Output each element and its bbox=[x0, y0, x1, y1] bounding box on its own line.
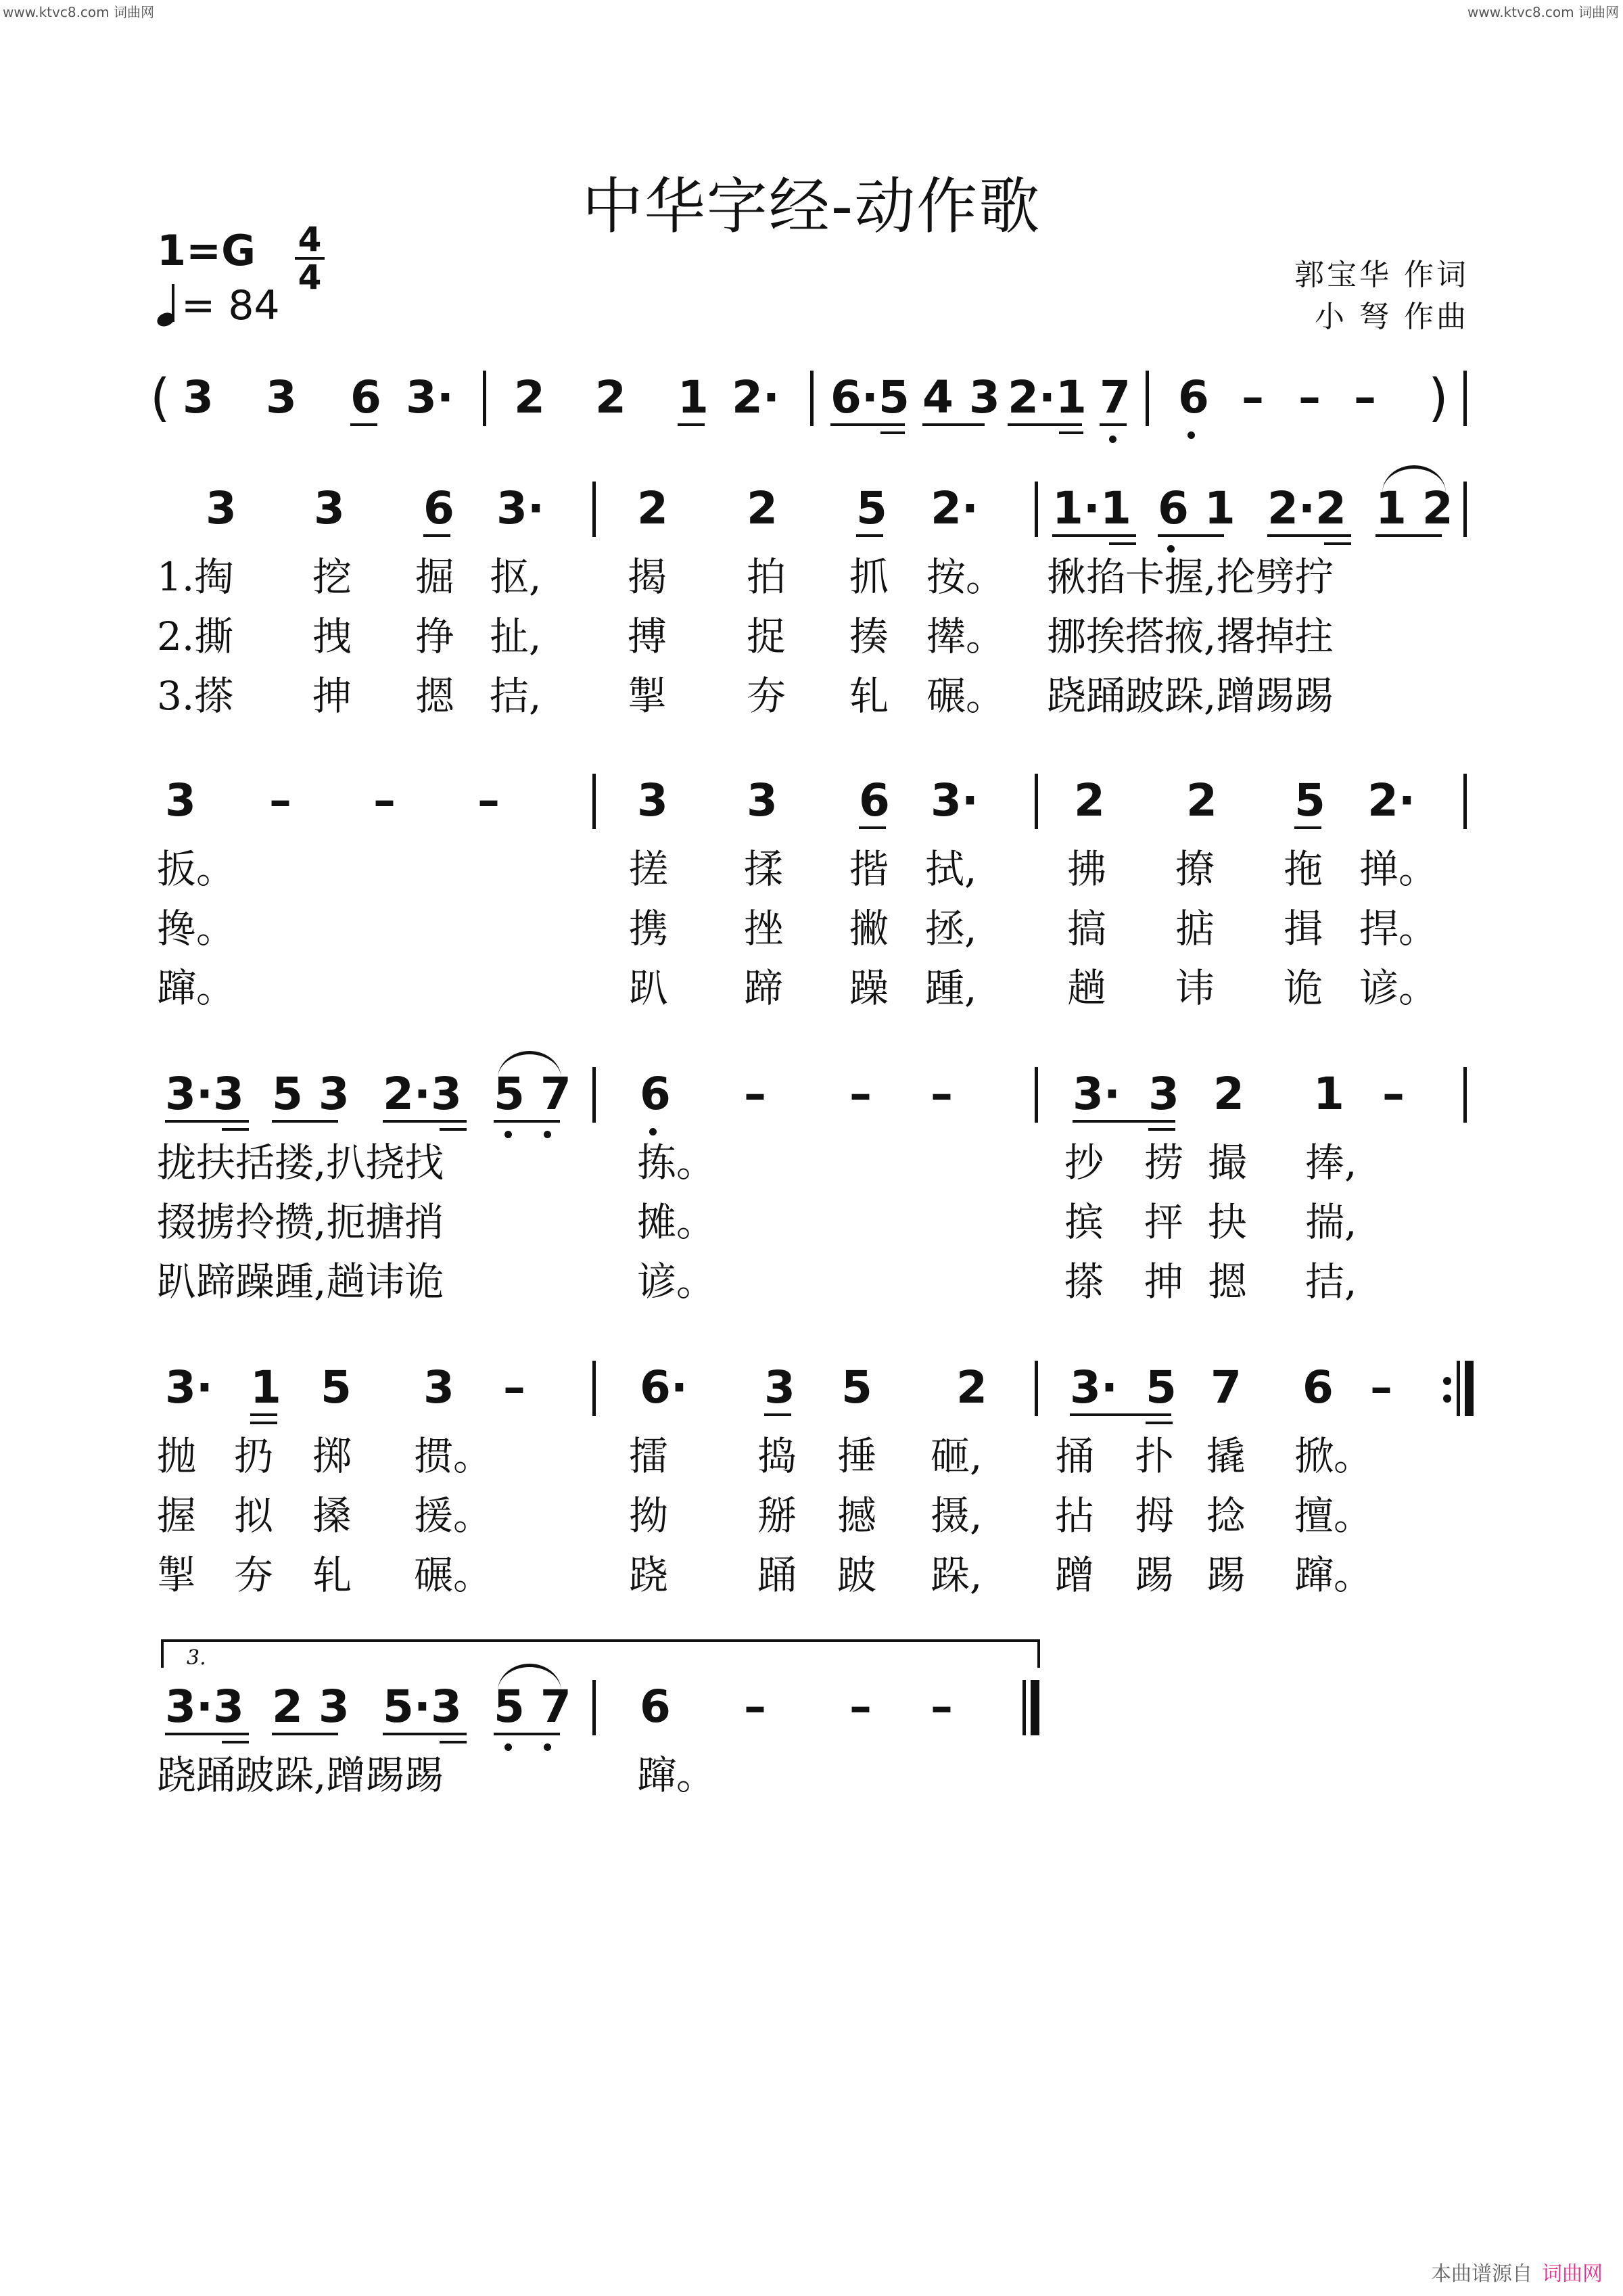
underline bbox=[1052, 534, 1136, 537]
lyric: 撬 bbox=[1206, 1433, 1246, 1479]
lyric: 掣 bbox=[157, 1552, 197, 1598]
note: 3 bbox=[183, 371, 214, 423]
lyric: 捅 bbox=[1055, 1433, 1095, 1479]
note: 3· bbox=[1070, 1361, 1118, 1413]
dash: – bbox=[1242, 371, 1264, 423]
lyric: 蹭 bbox=[1055, 1552, 1095, 1598]
lyric: 携 bbox=[629, 906, 669, 952]
note: 3·3 bbox=[165, 1068, 244, 1120]
lyric: 揩 bbox=[849, 846, 889, 892]
barline bbox=[592, 482, 596, 537]
lyric: 踢 bbox=[1135, 1552, 1175, 1598]
volta-bracket bbox=[161, 1639, 1040, 1668]
lyric: 轧 bbox=[849, 673, 889, 719]
note: 1 bbox=[678, 371, 709, 423]
lyric: 讳 bbox=[1175, 965, 1215, 1011]
low-octave-dot bbox=[504, 1743, 512, 1751]
underline bbox=[383, 1120, 467, 1123]
lyric: 抻 bbox=[312, 673, 352, 719]
note: 2 bbox=[1213, 1068, 1244, 1120]
lyric: 搓 bbox=[629, 846, 669, 892]
lyric: 掀。 bbox=[1294, 1433, 1373, 1479]
note: 6 bbox=[859, 774, 890, 826]
lyric: 抨 bbox=[1144, 1199, 1184, 1245]
barline bbox=[1146, 371, 1149, 426]
note: 3· bbox=[406, 371, 454, 423]
underline bbox=[440, 1128, 467, 1131]
note: 6 bbox=[350, 371, 381, 423]
dash: – bbox=[269, 774, 291, 826]
note: 3· bbox=[496, 482, 544, 534]
note: 5 bbox=[1294, 774, 1325, 826]
note: 5 7 bbox=[494, 1681, 571, 1733]
underline bbox=[165, 1733, 249, 1735]
barline bbox=[1035, 482, 1038, 537]
note: 2 bbox=[747, 482, 778, 534]
note: 3· bbox=[1073, 1068, 1121, 1120]
dash: – bbox=[1370, 1361, 1392, 1413]
lyric: 拟 bbox=[234, 1493, 274, 1539]
lyric: 抛 bbox=[157, 1433, 197, 1479]
lyric: 跷踊跛跺,蹭踢踢 bbox=[1047, 673, 1334, 719]
dash: – bbox=[744, 1681, 766, 1733]
lyric: 撮 bbox=[1208, 1140, 1248, 1186]
low-octave-dot bbox=[1109, 436, 1116, 443]
lyric: 蹄 bbox=[744, 965, 784, 1011]
lyric: 掂 bbox=[1175, 906, 1215, 952]
lyric: 扑 bbox=[1135, 1433, 1175, 1479]
note: 2 3 bbox=[272, 1681, 350, 1733]
barline bbox=[483, 371, 486, 426]
note: 7 bbox=[1100, 371, 1131, 423]
lyric: 躁 bbox=[849, 965, 889, 1011]
lyric: 拖 bbox=[1284, 846, 1323, 892]
note: 2· bbox=[1367, 774, 1415, 826]
barline bbox=[1035, 1067, 1038, 1123]
note: 7 bbox=[1210, 1361, 1242, 1413]
lyric: 拍 bbox=[747, 554, 786, 600]
underline bbox=[856, 534, 883, 537]
lyric: 拽 bbox=[312, 613, 352, 659]
lyric: 扳。 bbox=[157, 846, 236, 892]
lyric: 拮, bbox=[1305, 1259, 1357, 1305]
final-barline bbox=[1022, 1680, 1026, 1735]
underline bbox=[1158, 534, 1224, 537]
lyric: 搞 bbox=[1067, 906, 1107, 952]
footer-site-link[interactable]: 词曲网 bbox=[1542, 2262, 1603, 2286]
barline bbox=[592, 1067, 596, 1123]
lyric: 跷踊跛跺,蹭踢踢 bbox=[157, 1752, 444, 1798]
lyricist-credit: 郭宝华 作词 bbox=[1294, 258, 1469, 292]
note: 6 bbox=[640, 1068, 671, 1120]
note: 2·3 bbox=[383, 1068, 462, 1120]
repeat-dot bbox=[1443, 1377, 1451, 1385]
note: 5·3 bbox=[383, 1681, 462, 1733]
lyric: 掇掳拎攒,扼搪捎 bbox=[157, 1199, 444, 1245]
lyric: 援。 bbox=[414, 1493, 493, 1539]
lyric: 搡 bbox=[312, 1493, 352, 1539]
tempo-marking bbox=[157, 282, 280, 329]
lyric: 跺, bbox=[931, 1552, 983, 1598]
lyric: 撵。 bbox=[926, 613, 1006, 659]
note: 2· bbox=[732, 371, 780, 423]
note: 4 3 bbox=[922, 371, 1000, 423]
lyric: 谚。 bbox=[1359, 965, 1438, 1011]
lyric: 拇 bbox=[1135, 1493, 1175, 1539]
repeat-barline-thick bbox=[1465, 1361, 1474, 1416]
lyric: 扔 bbox=[234, 1433, 274, 1479]
barline bbox=[1463, 371, 1467, 426]
lyric: 捞 bbox=[1144, 1140, 1184, 1186]
note: 3 bbox=[266, 371, 297, 423]
note: 5 bbox=[321, 1361, 352, 1413]
note: 6 bbox=[640, 1681, 671, 1733]
lyric: 挖 bbox=[312, 554, 352, 600]
underline bbox=[165, 1120, 249, 1123]
lyric: 拢扶括搂,扒挠找 bbox=[157, 1140, 444, 1186]
note: 6· bbox=[640, 1361, 688, 1413]
note: 6 bbox=[1178, 371, 1209, 423]
final-barline-thick bbox=[1031, 1680, 1039, 1735]
lyric: 捻 bbox=[1206, 1493, 1246, 1539]
low-octave-dot bbox=[649, 1128, 657, 1135]
underline bbox=[1267, 534, 1351, 537]
note: 1 2 bbox=[1375, 482, 1453, 534]
underline bbox=[383, 1733, 467, 1735]
note: 6 1 bbox=[1158, 482, 1236, 534]
lyric: 揪掐卡握,抡劈拧 bbox=[1047, 554, 1334, 600]
lyric: 拯, bbox=[925, 906, 977, 952]
underline bbox=[222, 1128, 249, 1131]
underline bbox=[1100, 423, 1127, 426]
underline bbox=[922, 423, 985, 426]
time-signature bbox=[295, 220, 325, 297]
note: 1 bbox=[1313, 1068, 1344, 1120]
footer bbox=[1431, 2257, 1603, 2287]
lyric: 掰 bbox=[757, 1493, 797, 1539]
underline bbox=[1109, 542, 1136, 545]
lyric: 砸, bbox=[931, 1433, 983, 1479]
note: 2 bbox=[956, 1361, 987, 1413]
underline bbox=[880, 431, 905, 434]
underline bbox=[764, 1413, 791, 1416]
low-octave-dot bbox=[1167, 545, 1175, 553]
barline bbox=[1463, 1067, 1467, 1123]
note: 3 bbox=[165, 774, 196, 826]
lyric: 抠, bbox=[490, 554, 542, 600]
note: 2 bbox=[1074, 774, 1105, 826]
dash: – bbox=[373, 774, 396, 826]
lyric: 捣 bbox=[757, 1433, 797, 1479]
lyric: 1.掏 bbox=[157, 554, 234, 600]
time-signature-top: 4 bbox=[298, 220, 322, 259]
lyric: 挪挨搭掖,撂掉拄 bbox=[1047, 613, 1334, 659]
lyric: 掣 bbox=[628, 673, 667, 719]
barline bbox=[1035, 774, 1038, 829]
note: 5 bbox=[841, 1361, 872, 1413]
lyric: 蹿。 bbox=[637, 1752, 716, 1798]
underline bbox=[222, 1741, 249, 1743]
lyric: 3.搽 bbox=[157, 673, 234, 719]
composer-credit: 小 弩 作曲 bbox=[1315, 300, 1469, 334]
barline bbox=[1463, 482, 1467, 537]
lyric: 抄 bbox=[1064, 1140, 1104, 1186]
lyric: 踢 bbox=[1206, 1552, 1246, 1598]
note: 5 7 bbox=[494, 1068, 571, 1120]
underline bbox=[272, 1120, 338, 1123]
note: 3 bbox=[637, 774, 668, 826]
lyric: 撇 bbox=[849, 906, 889, 952]
lyric: 2.撕 bbox=[157, 613, 234, 659]
barline bbox=[1463, 774, 1467, 829]
lyric: 跷 bbox=[629, 1552, 669, 1598]
lyric: 趟 bbox=[1067, 965, 1107, 1011]
note: 5 bbox=[1146, 1361, 1177, 1413]
note: 2·1 bbox=[1008, 371, 1087, 423]
note: 3 bbox=[747, 774, 778, 826]
lyric: 搀。 bbox=[157, 906, 236, 952]
note: 3 bbox=[1148, 1068, 1179, 1120]
note: 3 bbox=[764, 1361, 795, 1413]
lyric: 蹿。 bbox=[1294, 1552, 1373, 1598]
lyric: 擂 bbox=[629, 1433, 669, 1479]
lyric: 摁 bbox=[415, 673, 455, 719]
lyric: 捧, bbox=[1305, 1140, 1357, 1186]
repeat-dot bbox=[1443, 1395, 1451, 1403]
lyric: 按。 bbox=[926, 554, 1006, 600]
lyric: 掼。 bbox=[414, 1433, 493, 1479]
lyric: 轧 bbox=[312, 1552, 352, 1598]
lyric: 揖 bbox=[1284, 906, 1323, 952]
note: 2·2 bbox=[1267, 482, 1346, 534]
barline bbox=[1035, 1361, 1038, 1416]
lyric: 趴蹄躁踵,趟讳诡 bbox=[157, 1259, 444, 1305]
lyric: 揭 bbox=[628, 554, 667, 600]
underline bbox=[440, 1741, 467, 1743]
lyric: 掘 bbox=[415, 554, 455, 600]
note: 2 bbox=[1186, 774, 1217, 826]
lyric: 摈 bbox=[1064, 1199, 1104, 1245]
dash: – bbox=[1354, 371, 1376, 423]
intro-close-paren: ) bbox=[1428, 367, 1449, 427]
lyric: 挫 bbox=[744, 906, 784, 952]
underline bbox=[423, 534, 450, 537]
note: 3 bbox=[314, 482, 345, 534]
note: 6 bbox=[423, 482, 454, 534]
lyric: 跛 bbox=[837, 1552, 877, 1598]
lyric: 摁 bbox=[1208, 1259, 1248, 1305]
barline bbox=[592, 774, 596, 829]
lyric: 夯 bbox=[234, 1552, 274, 1598]
lyric: 擅。 bbox=[1294, 1493, 1373, 1539]
key-signature: 1=G bbox=[157, 226, 256, 275]
lyric: 捉 bbox=[747, 613, 786, 659]
dash: – bbox=[849, 1681, 872, 1733]
lyric: 趴 bbox=[629, 965, 669, 1011]
lyric: 蹿。 bbox=[157, 965, 236, 1011]
note: 2 bbox=[637, 482, 668, 534]
lyric: 抓 bbox=[849, 554, 889, 600]
lyric: 搏 bbox=[628, 613, 667, 659]
lyric: 捶 bbox=[837, 1433, 877, 1479]
footer-source: 本曲谱源自 bbox=[1431, 2262, 1532, 2286]
note: 2· bbox=[931, 482, 979, 534]
lyric: 揉 bbox=[744, 846, 784, 892]
lyric: 踵, bbox=[925, 965, 977, 1011]
underline bbox=[1375, 534, 1442, 537]
dash: – bbox=[1382, 1068, 1405, 1120]
lyric: 揣, bbox=[1305, 1199, 1357, 1245]
watermark-right: www.ktvc8.com 词曲网 bbox=[1467, 4, 1619, 20]
note: 3· bbox=[931, 774, 979, 826]
watermark-left: www.ktvc8.com 词曲网 bbox=[3, 4, 155, 20]
lyric: 拭, bbox=[925, 846, 977, 892]
dash: – bbox=[503, 1361, 525, 1413]
lyric: 搽 bbox=[1064, 1259, 1104, 1305]
lyric: 踊 bbox=[757, 1552, 797, 1598]
lyric: 摄, bbox=[931, 1493, 983, 1539]
lyric: 撼 bbox=[837, 1493, 877, 1539]
note: 2 bbox=[595, 371, 626, 423]
song-title: 中华字经-动作歌 bbox=[582, 171, 1041, 242]
repeat-barline bbox=[1457, 1361, 1460, 1416]
dash: – bbox=[477, 774, 500, 826]
underline bbox=[250, 1413, 277, 1416]
low-octave-dot bbox=[544, 1743, 551, 1751]
underline bbox=[350, 423, 377, 426]
lyric: 拣。 bbox=[637, 1140, 716, 1186]
lyric: 摊。 bbox=[637, 1199, 716, 1245]
barline bbox=[592, 1361, 596, 1416]
lyric: 拮, bbox=[490, 673, 542, 719]
dash: – bbox=[849, 1068, 872, 1120]
low-octave-dot bbox=[1187, 431, 1195, 439]
lyric: 揍 bbox=[849, 613, 889, 659]
underline bbox=[272, 1733, 338, 1735]
lyric: 碾。 bbox=[414, 1552, 493, 1598]
note: 1·1 bbox=[1052, 482, 1131, 534]
barline bbox=[810, 371, 814, 426]
lyric: 碾。 bbox=[926, 673, 1006, 719]
lyric: 拗 bbox=[629, 1493, 669, 1539]
barline bbox=[592, 1680, 596, 1735]
lyric: 拂 bbox=[1067, 846, 1107, 892]
dash: – bbox=[931, 1068, 953, 1120]
note: 3 bbox=[206, 482, 237, 534]
dash: – bbox=[931, 1681, 953, 1733]
underline bbox=[494, 1733, 560, 1735]
quarter-note-icon bbox=[157, 284, 177, 326]
lyric: 掸。 bbox=[1359, 846, 1438, 892]
note: 2 bbox=[514, 371, 545, 423]
note: 3·3 bbox=[165, 1681, 244, 1733]
underline bbox=[1148, 1128, 1175, 1131]
lyric: 抻 bbox=[1144, 1259, 1184, 1305]
low-octave-dot bbox=[544, 1131, 551, 1138]
note: 6·5 bbox=[830, 371, 910, 423]
lyric: 抉 bbox=[1208, 1199, 1248, 1245]
lyric: 掷 bbox=[312, 1433, 352, 1479]
dash: – bbox=[744, 1068, 766, 1120]
note: 5 bbox=[856, 482, 887, 534]
underline bbox=[1294, 826, 1321, 829]
underline bbox=[678, 423, 705, 426]
lyric: 扯, bbox=[490, 613, 542, 659]
note: 1 bbox=[250, 1361, 281, 1413]
lyric: 拈 bbox=[1055, 1493, 1095, 1539]
lyric: 捍。 bbox=[1359, 906, 1438, 952]
dash: – bbox=[1298, 371, 1321, 423]
note: 3 bbox=[423, 1361, 454, 1413]
note: 5 3 bbox=[272, 1068, 350, 1120]
lyric: 诡 bbox=[1284, 965, 1323, 1011]
underline bbox=[1146, 1422, 1173, 1424]
lyric: 握 bbox=[157, 1493, 197, 1539]
lyric: 挣 bbox=[415, 613, 455, 659]
lyric: 夯 bbox=[747, 673, 786, 719]
underline bbox=[1324, 542, 1351, 545]
underline bbox=[494, 1120, 560, 1123]
note: 6 bbox=[1302, 1361, 1334, 1413]
volta-label: 3. bbox=[187, 1646, 206, 1670]
underline bbox=[830, 423, 905, 426]
lyric: 撩 bbox=[1175, 846, 1215, 892]
intro-open-paren: ( bbox=[150, 367, 170, 427]
time-signature-bottom: 4 bbox=[298, 258, 322, 297]
tempo-value: = 84 bbox=[181, 282, 280, 329]
underline bbox=[250, 1422, 277, 1424]
low-octave-dot bbox=[504, 1131, 512, 1138]
lyric: 谚。 bbox=[637, 1259, 716, 1305]
underline bbox=[1008, 423, 1082, 426]
underline bbox=[859, 826, 886, 829]
underline bbox=[1059, 431, 1083, 434]
note: 3· bbox=[165, 1361, 213, 1413]
